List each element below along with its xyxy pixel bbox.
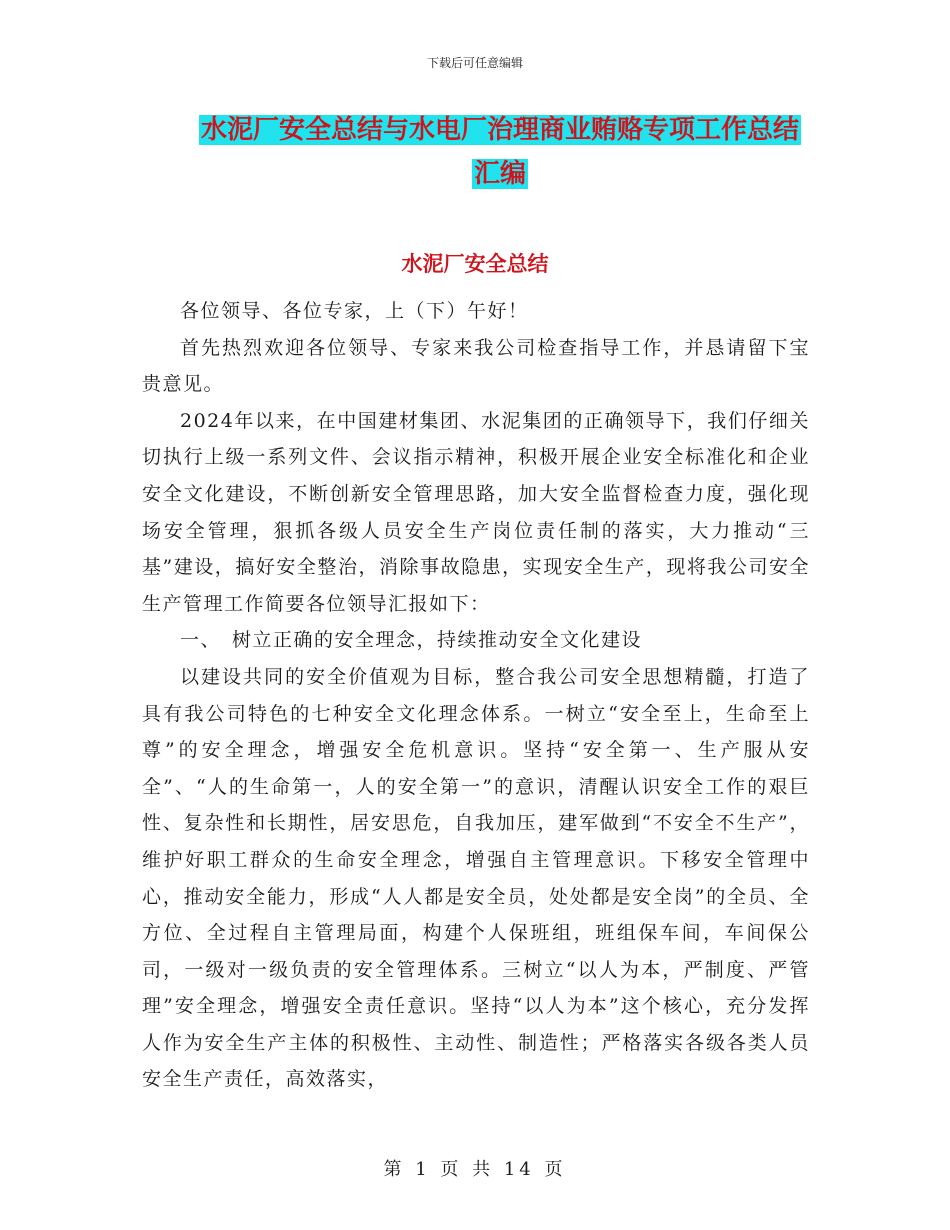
document-title [190, 108, 810, 196]
paragraph-intro: 2024年以来，在中国建材集团、水泥集团的正确领导下，我们仔细关切执行上级一系列文件、会议指示精神，积极开展企业安全标准化和企业安全文化建设，不断创新安全管理思路，加大安全监督检查力度，强化现场安全管理，狠抓各级人员安全生产岗位责任制的落实，大力推动“三基”建设，搞好安全整治，消除事故隐患，实现安全生产，现将我公司安全生产管理工作简要各位领导汇报如下： [142, 409, 810, 615]
section-heading-1: 一、 树立正确的安全理念，持续推动安全文化建设 [180, 629, 643, 652]
page-footer: 第 1 页 共 14 页 [383, 1159, 567, 1180]
page-header: 下载后可任意编辑 [426, 56, 523, 70]
paragraph-welcome: 首先热烈欢迎各位领导、专家来我公司检查指导工作，并恳请留下宝贵意见。 [142, 336, 810, 396]
title-line-2: 汇编 [473, 159, 526, 189]
document-body [142, 293, 810, 1098]
paragraph-greeting: 各位领导、各位专家，上（下）午好！ [180, 300, 529, 322]
section-title: 水泥厂安全总结 [401, 252, 549, 276]
paragraph-culture: 以建设共同的安全价值观为目标，整合我公司安全思想精髓，打造了具有我公司特色的七种安全文化理念体系。一树立“安全至上，生命至上尊”的安全理念，增强安全危机意识。坚持“安全第一、生产服从安全”、“人的生命第一，人的安全第一”的意识，清醒认识安全工作的艰巨性、复杂性和长期性，居安思危，自我加压，建军做到“不安全不生产”，维护好职工群众的生命安全理念，增强自主管理意识。下移安全管理中心，推动安全能力，形成“人人都是安全员，处处都是安全岗”的全员、全方位、全过程自主管理局面，构建个人保班组，班组保车间，车间保公司，一级对一级负责的安全管理体系。三树立“以人为本，严制度、严管理”安全理念，增强安全责任意识。坚持“以人为本”这个核心，充分发挥人作为安全生产主体的积极性、主动性、制造性；严格落实各级各类人员安全生产责任，高效落实， [142, 665, 810, 1091]
title-line-1: 水泥厂安全总结与水电厂治理商业贿赂专项工作总结 [200, 115, 799, 145]
